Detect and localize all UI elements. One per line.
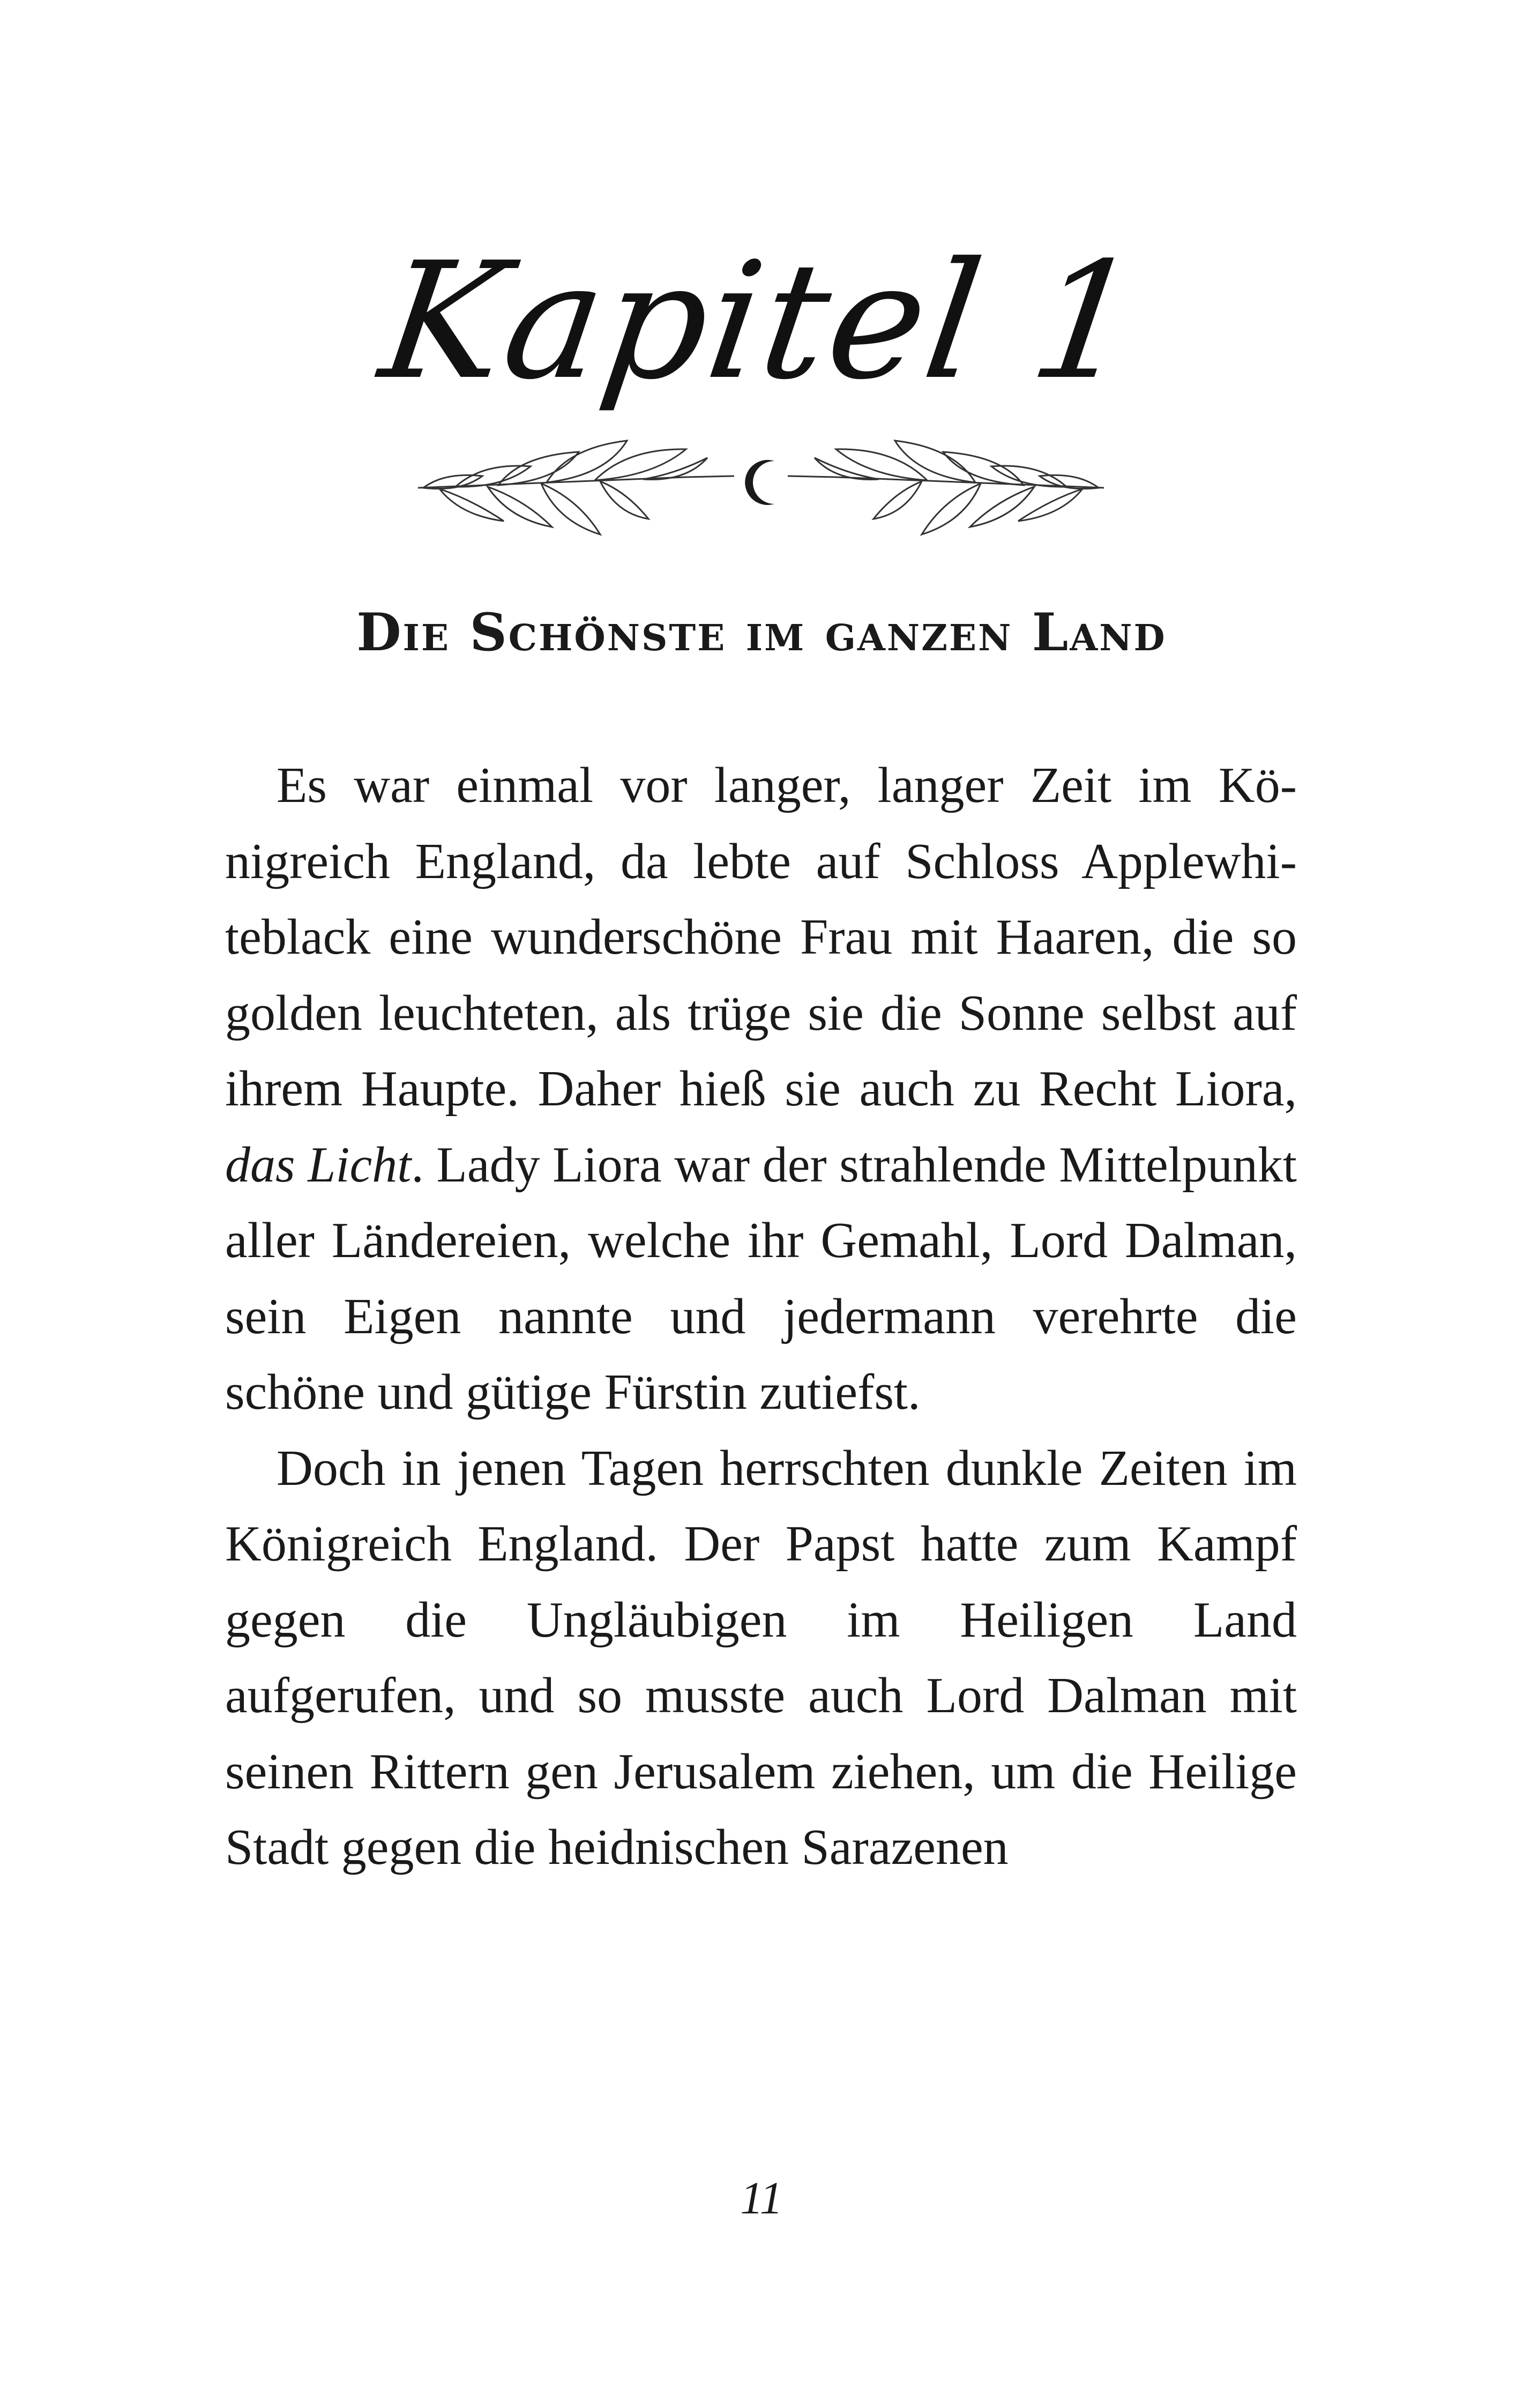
- chapter-body: [225, 748, 1297, 1886]
- chapter-subtitle: Die Schönste im ganzen Land: [356, 602, 1167, 663]
- page-number: 11: [740, 2172, 783, 2224]
- paragraph: Doch in jenen Tagen herrschten dunkle Zeiten im Königreich England. Der Papst hatte zum Kampf gegen die Ungläubigen im Heiligen Land aufgerufen, und so musste auch Lord Dalman mit seinen Rittern gen Jerusalem ziehen, um die Heilige Stadt gegen die heidnischen Sarazenen: [225, 1440, 1297, 1875]
- paragraph-text: . Lady Liora war der strahlende Mittelpunkt aller Ländereien, welche ihr Gemahl, Lord Dalman, sein Eigen nannte und jedermann verehrte die schöne und gütige Fürstin zutiefst.: [225, 1136, 1297, 1420]
- emphasized-text: das Licht: [225, 1136, 412, 1193]
- paragraph: [225, 748, 1297, 1431]
- laurel-branch-icon: [788, 441, 1104, 534]
- chapter-title: Kapitel 1: [371, 228, 1152, 415]
- chapter-ornament: [407, 423, 1115, 547]
- laurel-branch-icon: [418, 441, 734, 534]
- paragraph-text: Es war einmal vor langer, langer Zeit im Königreich England, da lebte auf Schloss Applewhiteblack eine wunderschöne Frau mit Haaren, die so golden leuchteten, als trüge sie die Sonne selbst auf ihrem Haupte. Daher hieß sie auch zu Recht Liora,: [225, 757, 1297, 1117]
- crescent-moon-icon: [745, 460, 774, 505]
